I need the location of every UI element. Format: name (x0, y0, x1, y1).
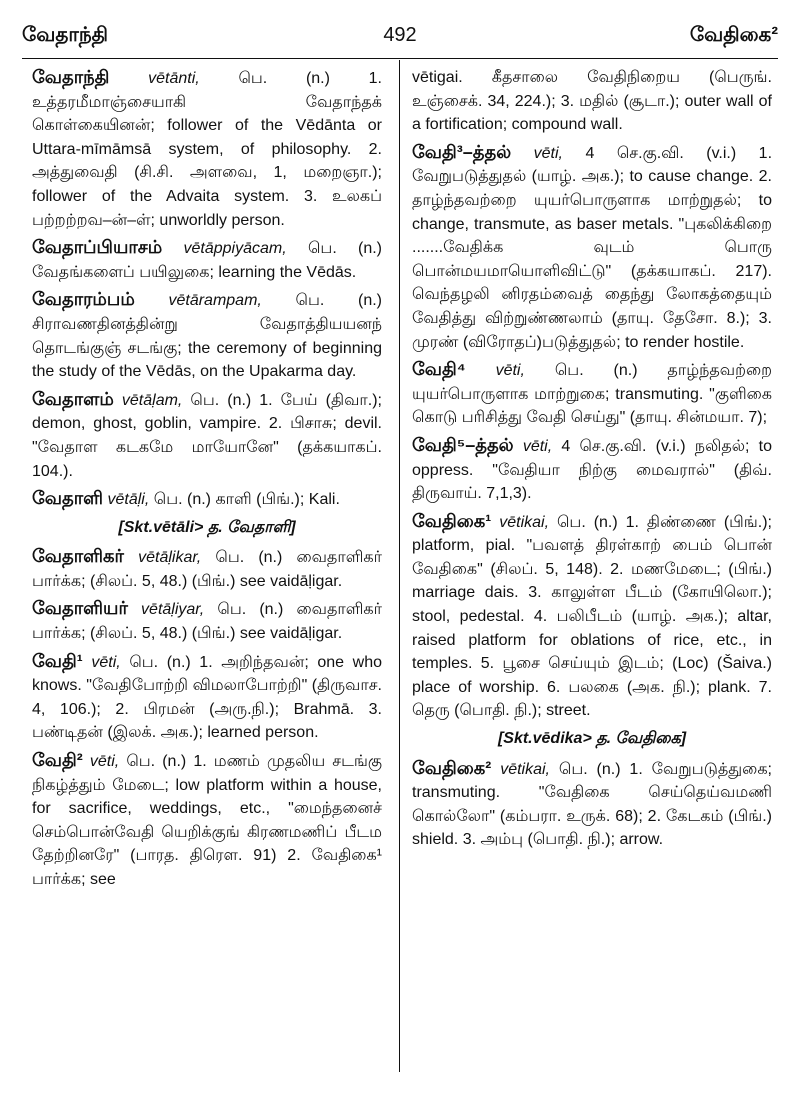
headword: வேதாளம் (32, 388, 114, 409)
headword: வேதாளி (32, 488, 104, 509)
etymology: [Skt.vētāli> த. வேதாளி] (118, 518, 296, 536)
etymology: [Skt.vēdika> த. வேதிகை] (497, 730, 687, 748)
headword: வேதாப்பியாசம் (32, 237, 163, 258)
definition: பெ. (n.) வைதாளிகர் பார்க்க; (சிலப். 5, 48.) (பிங்.) see vaidāḷigar. (32, 549, 382, 590)
page-header (22, 20, 778, 58)
dictionary-entry (32, 650, 382, 745)
definition: பெ. (n.) 1. அறிந்தவன்; one who knows. "வேதிபோற்றி விமலாபோற்றி" (திருவாச. 4, 106.); 2. பிரமன் (அரு.நி.); Brahmā. 3. பண்டிதன் (இலக். அக.); learned person. (32, 653, 383, 742)
dictionary-entry (412, 510, 772, 723)
transliteration: vētārampam, (168, 292, 262, 310)
dictionary-entry (412, 141, 772, 354)
definition: பெ. (n.) காளி (பிங்.); Kali. (153, 491, 340, 509)
dictionary-entry (412, 358, 772, 430)
page-number: 492 (383, 24, 417, 46)
definition: பெ. (n.) 1. மணம் முதலிய சடங்கு நிகழ்த்தும் மேடை; low platform within a house, for sacrifice, weddings, etc., "மைந்தனைச் செம்பொன்வேதி யெறிக்குங் கிரணமணிப் பீடம தேற்றினரே" (பாரத. திரௌ. 91) 2. வேதிகை¹ பார்க்க; see (32, 753, 383, 888)
transliteration: vētānti, (148, 70, 200, 87)
headword: வேதிகை² (412, 757, 492, 778)
definition: பெ. (n.) 1. திண்ணை (பிங்.); platform, pial. "பவளத் திரள்காற் பைம் பொன் வேதிகை" (சிலப். 5, 148). 2. மணமேடை; (பிங்.) marriage dais. 3. காலுள்ள பீடம் (கோயிலொ.); stool, pedestal. 4. பலிபீடம் (யாழ். அக.); altar, raised platform for oblations of rice, etc., in temples. 5. பூசை செய்யும் இடம்; (Loc) (Šaiva.) place of worship. 6. பலகை (அக. நி.); plank. 7. தெரு (பொதி. நி.); street. (412, 513, 772, 720)
header-rule (22, 58, 778, 59)
transliteration: vēti, (533, 144, 563, 162)
transliteration: vētāppiyācam, (183, 240, 287, 258)
definition: பெ. (n.) சிராவணதினத்தின்று வேதாத்தியயனந் தொடங்குஞ் சடங்கு; the ceremony of beginning the study of the Vēdās, on the Upakarma day. (32, 292, 382, 381)
dictionary-entry (32, 66, 382, 232)
definition: பெ. (n.) 1. வேறுபடுத்துகை; transmuting. "வேதிகை செய்தெய்வமணி கொல்லோ" (கம்பரா. உருக். 68); 2. கேடகம் (பிங்.) shield. 3. அம்பு (பொதி. நி.); arrow. (412, 760, 773, 849)
headword: வேதி² (32, 750, 83, 771)
headword: வேதி¹ (32, 650, 83, 671)
headword: வேதி³–த்தல் (412, 141, 512, 162)
transliteration: vētāḷikar, (138, 549, 202, 567)
headword: வேதாளியர் (32, 598, 128, 619)
headword: வேதாளிகர் (32, 546, 124, 567)
dictionary-entry (412, 757, 772, 852)
headword: வேதாரம்பம் (32, 289, 135, 310)
transliteration: vēti, (495, 362, 525, 380)
headword: வேதிகை¹ (412, 510, 492, 531)
right-guide-word: வேதிகை² (689, 24, 778, 46)
left-column (32, 66, 382, 896)
definition: 4 செ.கு.வி. (v.i.) நலிதல்; to oppress. "வேதியா நிற்கு மைவரால்" (திவ். திருவாய். 7,1,3). (412, 437, 772, 503)
dictionary-entry (32, 388, 382, 483)
transliteration: vētāḷi, (107, 491, 150, 509)
transliteration: vēti, (522, 437, 553, 455)
definition: பெ. (n.) 1. பேய் (திவா.); demon, ghost, goblin, vampire. 2. பிசாசு; devil. "வேதாள கடகமே மாயோனே" (தக்கயாகப். 104.). (32, 391, 382, 480)
dictionary-entry (32, 487, 382, 512)
dictionary-entry (32, 545, 382, 593)
entry-continuation: vētigai. கீதசாலை வேதிநிறைய (பெருங். உஞ்சைக். 34, 224.); 3. மதில் (சூடா.); outer wall of a fortification; compound wall. (412, 69, 772, 134)
right-column (412, 66, 772, 856)
transliteration: vētāḷiyar, (141, 601, 205, 619)
dictionary-entry (32, 288, 382, 383)
definition: பெ. (n.) தாழ்ந்தவற்றை யுயர்பொருளாக மாற்றுகை; transmuting. "குளிகை கொடு பரிசித்து வேதி செய்து" (தாயு. சின்மயா. 7); (412, 362, 772, 427)
transliteration: vētikai, (500, 760, 550, 778)
definition: 4 செ.கு.வி. (v.i.) 1. வேறுபடுத்துதல் (யாழ். அக.); to cause change. 2. தாழ்ந்தவற்றை யுயர்பொருளாக மாற்றுதல்; to change, transmute, as baser metals. "புகலிக்கிறை .......வேதிக்க வுடம் பொரு பொன்மயமாயொளிவிட்டு" (தக்கயாகப். 217). வெந்தழலி னிரதம்வைத் தைந்து லோகத்தையும் வேதித்து விற்றுண்ணலாம் (தாயு. தேசோ. 8.); 3. முரண் (விரோதப்)படுத்துதல்; to render hostile. (412, 144, 773, 351)
headword: வேதி⁴ (412, 359, 466, 380)
definition: பெ. (n.) வைதாளிகர் பார்க்க; (சிலப். 5, 48.) (பிங்.) see vaidāḷigar. (32, 601, 382, 643)
transliteration: vēti, (89, 753, 120, 771)
transliteration: vētāḷam, (121, 391, 183, 409)
transliteration: vētikai, (499, 513, 550, 531)
column-divider (399, 60, 400, 1072)
headword: வேதாந்தி (32, 67, 110, 87)
dictionary-entry (32, 236, 382, 284)
dictionary-entry (32, 749, 382, 892)
definition: பெ. (n.) வேதங்களைப் பயிலுகை; learning the Vēdās. (32, 240, 383, 281)
definition: பெ. (n.) 1. உத்தரமீமாஞ்சையாகி வேதாந்தக் கொள்கையினன்; follower of the Vēdānta or Uttara-mīmāmsā system, of philosophy. 2. அத்துவைதி (சி.சி. அளவை, 1, மறைஞா.); follower of the Advaita system. 3. உலகப் பற்றற்றவ–ன்–ள்; unworldly person. (32, 70, 382, 229)
dictionary-entry (412, 434, 772, 506)
headword: வேதி⁵–த்தல் (412, 434, 514, 455)
transliteration: vēti, (91, 653, 121, 671)
left-guide-word: வேதாந்தி (22, 24, 109, 46)
dictionary-entry (32, 597, 382, 645)
